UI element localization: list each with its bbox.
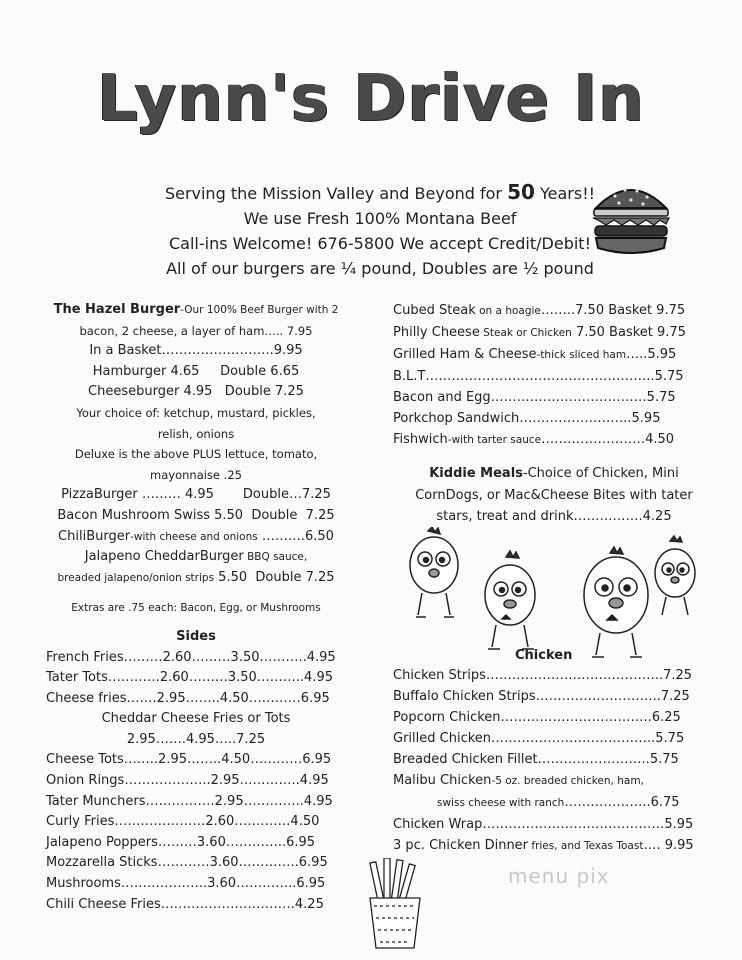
chicken-wrap-line: Chicken Wrap……………………………………5.95 xyxy=(393,817,694,832)
jalapeno-line: Jalapeno CheddarBurger BBQ sauce, xyxy=(84,549,308,565)
chicken-item: Buffalo Chicken Strips………………………..7.25 xyxy=(393,689,690,704)
page-title: Lynn's Drive In xyxy=(97,62,645,136)
chiliburger-line: ChiliBurger-with cheese and onions ……….6.50 xyxy=(58,528,334,544)
cheddar-line-2: 2.95…….4.95…..7.25 xyxy=(126,731,266,747)
cheddar-line-1: Cheddar Cheese Fries or Tots xyxy=(101,711,291,727)
hamburger-line: Hamburger 4.65 Double 6.65 xyxy=(92,363,300,379)
hazel-burger-line: The Hazel Burger-Our 100% Beef Burger with 2 xyxy=(53,302,339,317)
side-item: Jalapeno Poppers………3.60…………..6.95 xyxy=(46,834,316,850)
grilled-ham-line: Grilled Ham & Cheese-thick sliced ham…..5.95 xyxy=(393,347,677,362)
hazel-burger-desc: bacon, 2 cheese, a layer of ham….. 7.95 xyxy=(79,323,313,338)
extras-line: Extras are .75 each: Bacon, Egg, or Mushrooms xyxy=(71,602,321,615)
side-item: Chili Cheese Fries………………………….4.25 xyxy=(46,896,324,912)
blt-line: B.L.T……………………………………………..5.75 xyxy=(393,369,684,384)
kiddie-line-3: stars, treat and drink…………….4.25 xyxy=(436,509,672,524)
intro-block xyxy=(120,180,640,281)
kiddie-line-2: CornDogs, or Mac&Cheese Bites with tater xyxy=(415,487,693,503)
side-item: Mushrooms………………..3.60…………..6.95 xyxy=(46,876,326,892)
chicken-dinner-line: 3 pc. Chicken Dinner fries, and Texas Toast…. 9.95 xyxy=(393,838,694,853)
intro-line-4: All of our burgers are ¼ pound, Doubles are ½ pound xyxy=(166,259,594,278)
side-item: Cheese Tots……..2.95……..4.50…………6.95 xyxy=(46,752,332,768)
malibu-line-1: Malibu Chicken-5 oz. breaded chicken, ham, xyxy=(393,773,644,788)
cheeseburger-line: Cheeseburger 4.95 Double 7.25 xyxy=(88,384,304,400)
chicken-item: Popcorn Chicken……………………………..6.25 xyxy=(393,710,681,725)
choice-line-1: Your choice of: ketchup, mustard, pickles, xyxy=(76,405,316,420)
intro-line-3: Call-ins Welcome! 676-5800 We accept Credit/Debit! xyxy=(169,234,591,253)
fries-illustration xyxy=(360,858,430,950)
cubed-steak-line: Cubed Steak on a hoagie……..7.50 Basket 9.75 xyxy=(393,303,686,318)
side-item: French Fries………2.60………3.50………..4.95 xyxy=(46,649,336,665)
kiddie-line-1: Kiddie Meals-Choice of Chicken, Mini xyxy=(429,466,679,481)
chicken-heading: Chicken xyxy=(515,648,573,663)
jalapeno-line-2: breaded jalapeno/onion strips 5.50 Double 7.25 xyxy=(57,569,335,585)
side-item: Tater Tots…………2.60………3.50………..4.95 xyxy=(46,670,333,686)
side-item: Mozzarella Sticks…………3.60…………..6.95 xyxy=(46,855,328,871)
side-item: Cheese fries…….2.95……..4.50…………6.95 xyxy=(46,690,330,706)
malibu-line-2: swiss cheese with ranch………………..6.75 xyxy=(437,795,680,810)
watermark: menu pix xyxy=(508,864,610,888)
pizzaburger-line: PizzaBurger ……… 4.95 Double…7.25 xyxy=(61,487,331,503)
chicken-item: Breaded Chicken Fillet……………………..5.75 xyxy=(393,752,679,767)
sides-heading: Sides xyxy=(176,628,216,644)
side-item: Curly Fries…………………2.60………….4.50 xyxy=(46,814,320,830)
side-item: Tater Munchers…………….2.95…………..4.95 xyxy=(46,793,333,809)
fishwich-line: Fishwich-with tarter sauce……………………4.50 xyxy=(393,432,675,447)
chicken-item: Grilled Chicken………………………………..5.75 xyxy=(393,731,685,746)
burger-illustration xyxy=(590,176,672,260)
bacon-mushroom-line: Bacon Mushroom Swiss 5.50 Double 7.25 xyxy=(57,507,335,523)
choice-line-2: relish, onions xyxy=(157,426,235,441)
sandwich-column xyxy=(393,300,723,451)
kiddie-meals xyxy=(393,463,715,528)
basket-line: In a Basket……………………..9.95 xyxy=(89,343,303,359)
bacon-egg-line: Bacon and Egg………………………………5.75 xyxy=(393,390,676,405)
chicken-column xyxy=(393,665,723,857)
intro-line-2: We use Fresh 100% Montana Beef xyxy=(243,209,517,228)
side-item: Onion Rings………………..2.95…………..4.95 xyxy=(46,773,329,789)
deluxe-line-1: Deluxe is the above PLUS lettuce, tomato, xyxy=(74,447,318,462)
philly-cheese-line: Philly Cheese Steak or Chicken 7.50 Basket 9.75 xyxy=(393,325,686,340)
burger-column xyxy=(26,300,366,915)
intro-line-1: Serving the Mission Valley and Beyond for 50 Years!! xyxy=(164,180,596,204)
chicken-item: Chicken Strips…………………………………..7.25 xyxy=(393,668,693,683)
deluxe-line-2: mayonnaise .25 xyxy=(150,467,242,482)
porkchop-line: Porkchop Sandwich……………………..5.95 xyxy=(393,411,661,426)
